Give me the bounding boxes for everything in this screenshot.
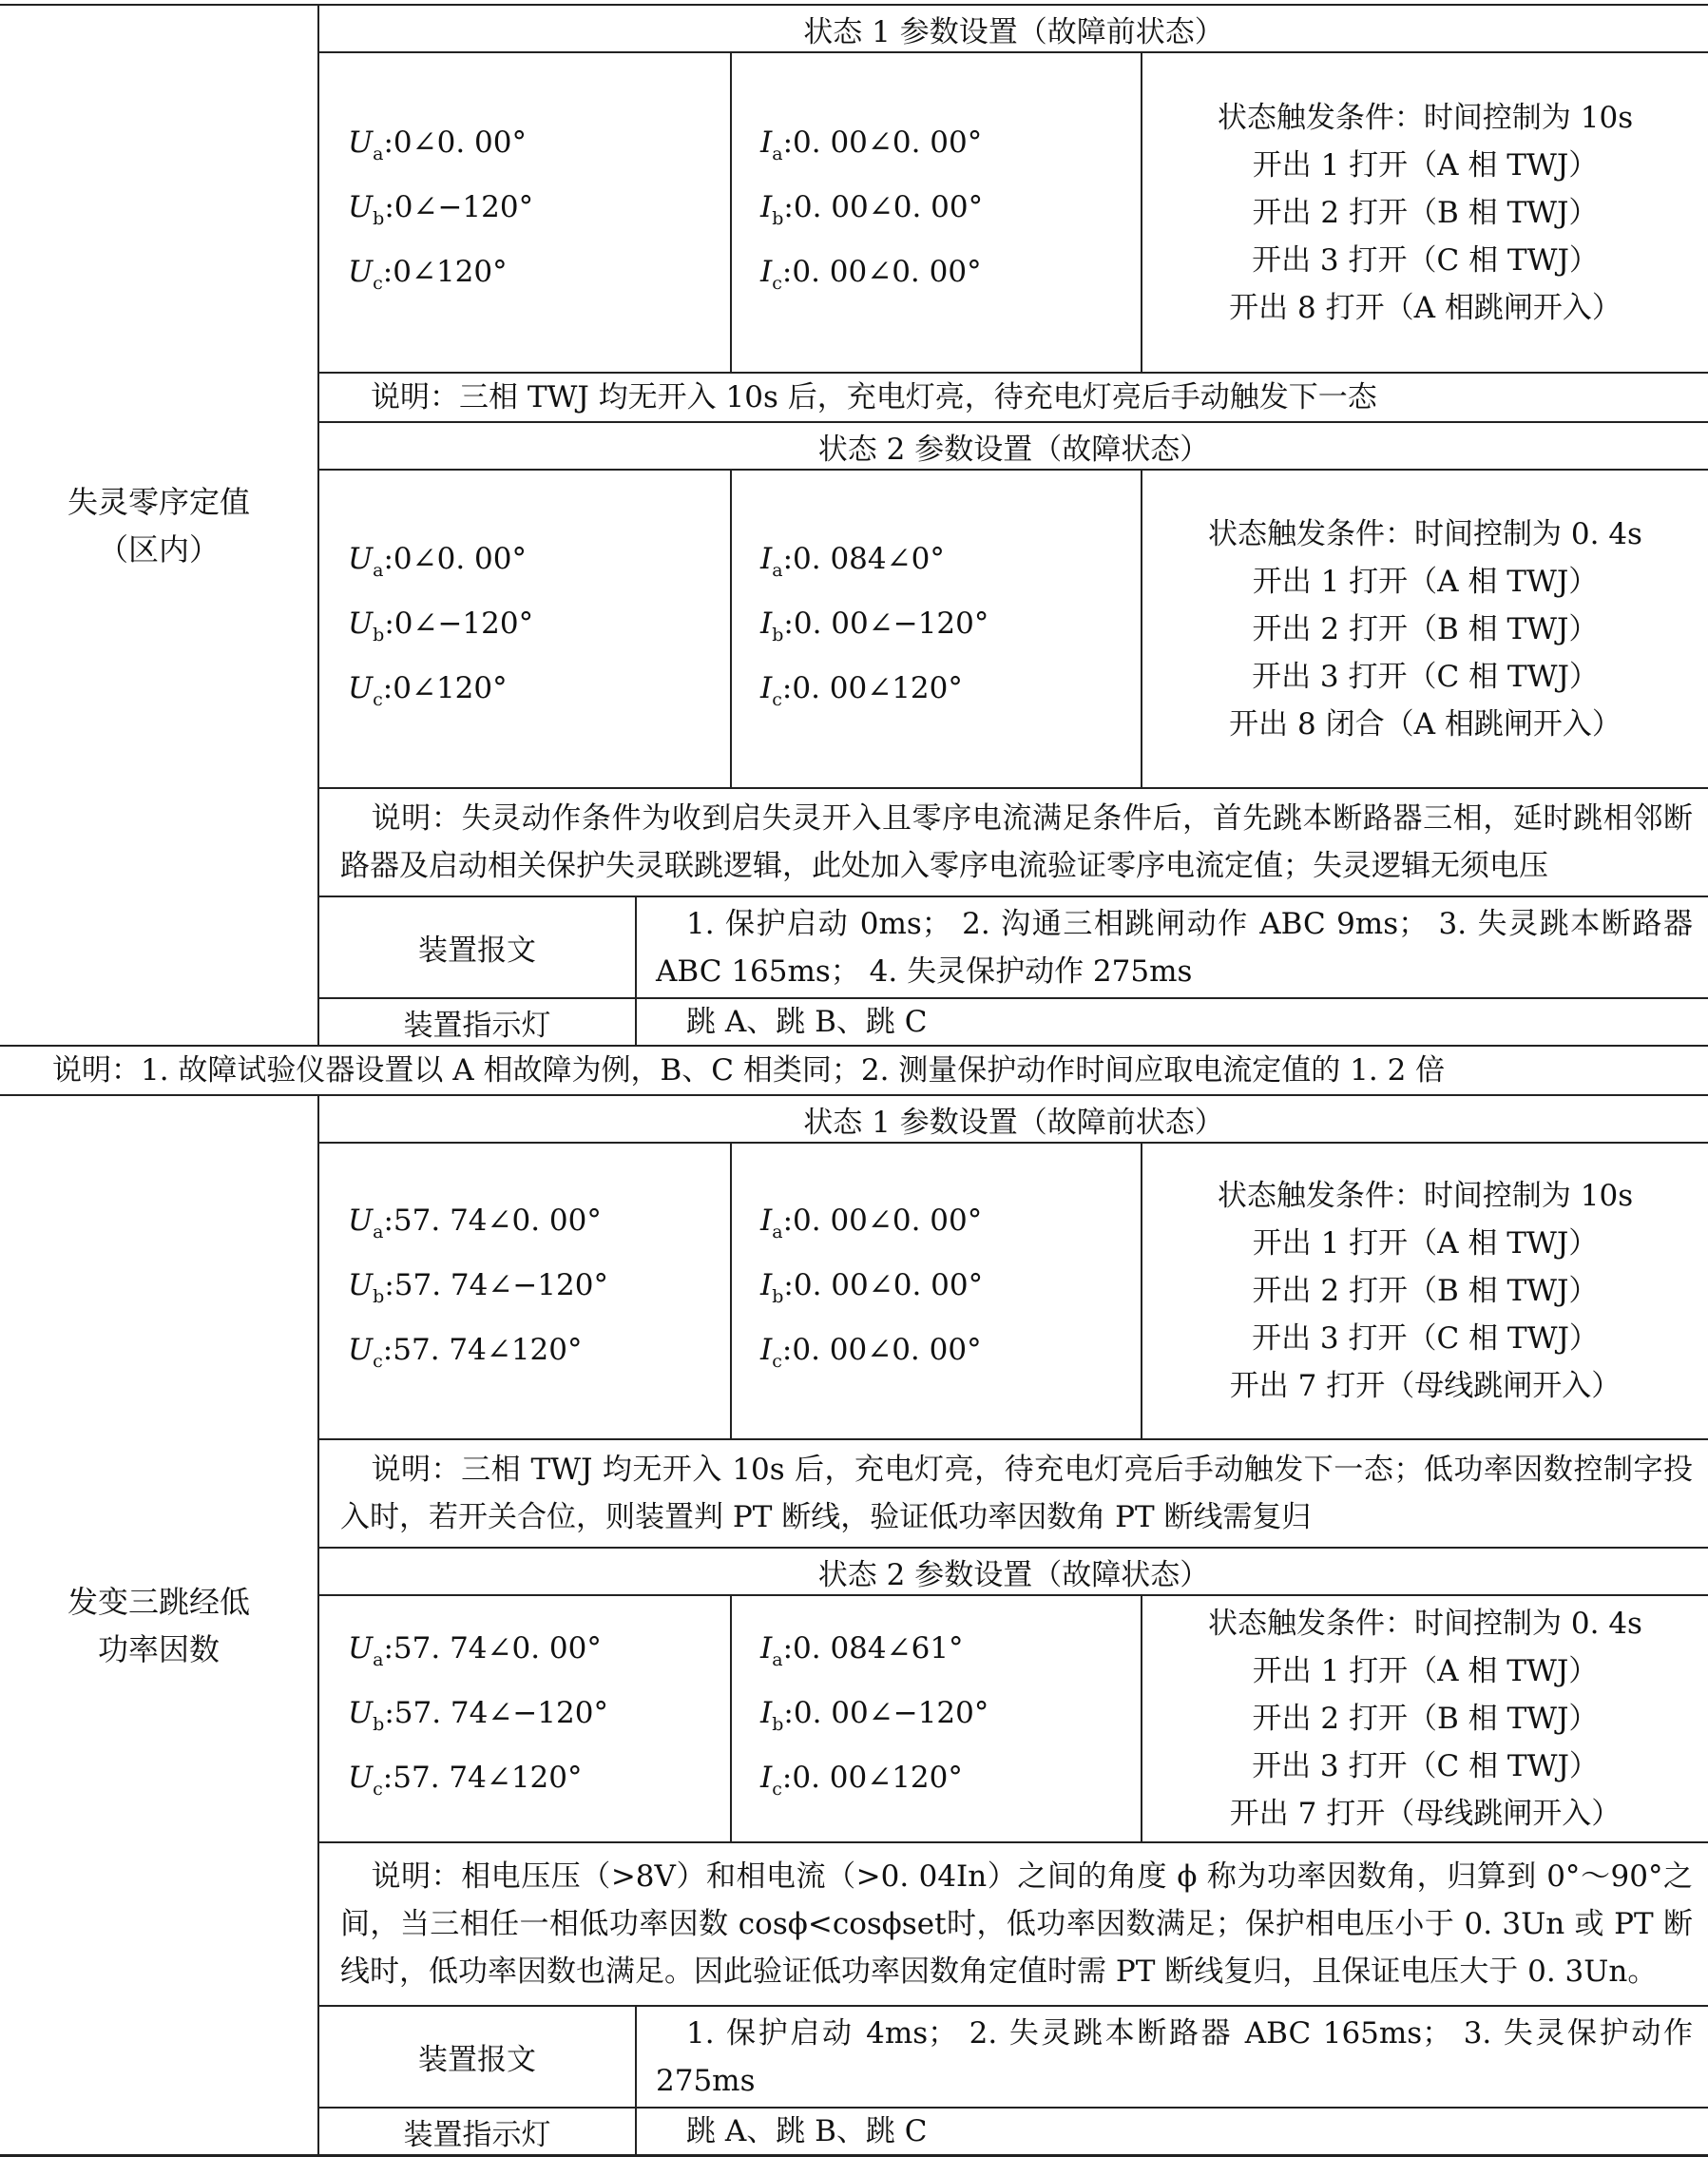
current-c: $I_c:0$. 00∠120° — [760, 670, 963, 710]
device-report-row — [319, 896, 1708, 997]
trigger-line: 状态触发条件：时间控制为 0. 4s — [1208, 516, 1642, 551]
block-rows — [319, 6, 1708, 1045]
voltage-b: $U_b:0\angle-120^\circ$ — [348, 189, 534, 229]
voltage-a: $U_a:0\angle 0$. 00° — [348, 125, 527, 164]
state-1-params — [319, 1142, 1708, 1438]
trigger-line: 开出 2 打开（B 相 TWJ） — [1252, 1702, 1599, 1736]
trigger-line: 开出 8 打开（A 相跳闸开入） — [1229, 290, 1622, 325]
state-1-note: 说明：三相 TWJ 均无开入 10s 后，充电灯亮，待充电灯亮后手动触发下一态 — [371, 380, 1377, 414]
trigger-line: 开出 3 打开（C 相 TWJ） — [1252, 659, 1599, 694]
current-a: $I_a:0$. 00∠0. 00° — [760, 125, 983, 164]
trigger-cell — [1141, 1144, 1708, 1438]
trigger-line: 开出 7 打开（母线跳闸开入） — [1229, 1797, 1622, 1831]
voltage-c: $U_c:57$. 74∠120° — [348, 1333, 583, 1372]
trigger-line: 开出 1 打开（A 相 TWJ） — [1252, 1654, 1599, 1688]
voltage-c: $U_c:57$. 74∠120° — [348, 1761, 583, 1800]
test-block-2 — [0, 1094, 1708, 2157]
trigger-line: 状态触发条件：时间控制为 10s — [1217, 100, 1634, 135]
current-b: $I_b:0$. 00∠−120° — [760, 1696, 989, 1735]
device-lamp-row — [319, 997, 1708, 1045]
voltage-cell — [319, 53, 730, 372]
current-c: $I_c:0$. 00∠0. 00° — [760, 1333, 982, 1372]
voltage-c: $U_c:0\angle 120^\circ$ — [348, 670, 508, 710]
current-c: $I_c:0$. 00∠120° — [760, 1761, 963, 1800]
state-1-note-row — [319, 372, 1708, 421]
trigger-cell — [1141, 1596, 1708, 1841]
state-1-title: 状态 1 参数设置（故障前状态） — [803, 14, 1224, 49]
trigger-line: 状态触发条件：时间控制为 0. 4s — [1208, 1607, 1642, 1641]
state-2-note-row — [319, 1841, 1708, 2005]
device-report: 1. 保护启动 4ms； 2. 失灵跳本断路器 ABC 165ms； 3. 失灵保护动作 275ms — [656, 2015, 1693, 2098]
voltage-a: $U_a:0\angle 0$. 00° — [348, 541, 527, 581]
voltage-cell — [319, 1596, 730, 1841]
general-note: 说明：1. 故障试验仪器设置以 A 相故障为例，B、C 相类同；2. 测量保护动作时间应取电流定值的 1. 2 倍 — [0, 1045, 1708, 1094]
voltage-cell — [319, 471, 730, 787]
state-2-params — [319, 469, 1708, 787]
trigger-cell — [1141, 471, 1708, 787]
trigger-line: 开出 2 打开（B 相 TWJ） — [1252, 195, 1599, 230]
state-2-title: 状态 2 参数设置（故障状态） — [319, 1547, 1708, 1594]
device-report-label: 装置报文 — [319, 2007, 637, 2107]
voltage-b: $U_b:0\angle-120^\circ$ — [348, 606, 534, 645]
state-2-note: 说明：失灵动作条件为收到启失灵开入且零序电流满足条件后，首先跳本断路器三相，延时跳相邻断路器及启动相关保护失灵联跳逻辑，此处加入零序电流验证零序电流定值；失灵逻辑无须电压 — [340, 801, 1693, 883]
trigger-line: 开出 3 打开（C 相 TWJ） — [1252, 1749, 1599, 1783]
trigger-line: 开出 3 打开（C 相 TWJ） — [1252, 1321, 1599, 1356]
current-a: $I_a:0$. 084∠61° — [760, 1631, 964, 1670]
current-b: $I_b:0$. 00∠−120° — [760, 606, 989, 645]
current-cell — [730, 1144, 1141, 1438]
test-table — [0, 4, 1708, 2157]
current-b: $I_b:0$. 00∠0. 00° — [760, 189, 984, 229]
device-lamp: 跳 A、跳 B、跳 C — [686, 2114, 928, 2148]
trigger-cell — [1141, 53, 1708, 372]
current-cell — [730, 1596, 1141, 1841]
current-cell — [730, 471, 1141, 787]
state-2-title: 状态 2 参数设置（故障状态） — [319, 421, 1708, 469]
current-c: $I_c:0$. 00∠0. 00° — [760, 254, 982, 294]
test-block-1 — [0, 4, 1708, 1045]
trigger-line: 开出 2 打开（B 相 TWJ） — [1252, 611, 1599, 646]
state-2-params — [319, 1594, 1708, 1841]
state-1-title: 状态 1 参数设置（故障前状态） — [803, 1105, 1224, 1140]
voltage-b: $U_b:57$. 74∠−120° — [348, 1696, 608, 1735]
device-report: 1. 保护启动 0ms； 2. 沟通三相跳闸动作 ABC 9ms； 3. 失灵跳本断路器 ABC 165ms； 4. 失灵保护动作 275ms — [656, 906, 1693, 989]
trigger-line: 开出 1 打开（A 相 TWJ） — [1252, 147, 1599, 183]
device-report-label: 装置报文 — [319, 897, 637, 997]
block-rows — [319, 1096, 1708, 2154]
trigger-line: 开出 3 打开（C 相 TWJ） — [1252, 242, 1599, 278]
voltage-a: $U_a:57$. 74∠0. 00° — [348, 1204, 602, 1242]
current-a: $I_a:0$. 00∠0. 00° — [760, 1204, 983, 1242]
state-2-note: 说明：相电压压（>8V）和相电流（>0. 04In）之间的角度 ϕ 称为功率因数角，归算到 0°～90°之间，当三相任一相低功率因数 cosϕ<cosϕset时，低功率因数满足；保护相电压小于 0. 3Un 或 PT 断线时，低功率因数也满足。因此验证低功率因数角定值时需 PT 断线复归，且保证电压大于 0. 3Un。 — [340, 1859, 1693, 1989]
state-2-note-row — [319, 787, 1708, 896]
trigger-line: 开出 1 打开（A 相 TWJ） — [1252, 1226, 1599, 1261]
trigger-line: 开出 7 打开（母线跳闸开入） — [1229, 1369, 1622, 1403]
voltage-c: $U_c:0\angle 120^\circ$ — [348, 254, 508, 294]
state-1-note: 说明：三相 TWJ 均无开入 10s 后，充电灯亮，待充电灯亮后手动触发下一态；低功率因数控制字投入时，若开关合位，则装置判 PT 断线，验证低功率因数角 PT 断线需复归 — [340, 1453, 1693, 1534]
current-a: $I_a:0$. 084∠0° — [760, 541, 945, 581]
test-item-label: 发变三跳经低 功率因数 — [0, 1096, 319, 2154]
voltage-b: $U_b:57$. 74∠−120° — [348, 1268, 608, 1307]
trigger-line: 开出 2 打开（B 相 TWJ） — [1252, 1274, 1599, 1308]
device-lamp-label: 装置指示灯 — [319, 2109, 637, 2154]
device-lamp-label: 装置指示灯 — [319, 999, 637, 1045]
current-b: $I_b:0$. 00∠0. 00° — [760, 1268, 984, 1307]
trigger-line: 开出 1 打开（A 相 TWJ） — [1252, 564, 1599, 599]
voltage-a: $U_a:57$. 74∠0. 00° — [348, 1631, 602, 1670]
device-lamp-row — [319, 2107, 1708, 2154]
trigger-line: 开出 8 闭合（A 相跳闸开入） — [1229, 706, 1622, 741]
state-1-params — [319, 51, 1708, 372]
voltage-cell — [319, 1144, 730, 1438]
test-item-label: 失灵零序定值 （区内） — [0, 6, 319, 1045]
device-report-row — [319, 2005, 1708, 2107]
device-lamp: 跳 A、跳 B、跳 C — [686, 1005, 928, 1039]
trigger-line: 状态触发条件：时间控制为 10s — [1217, 1179, 1634, 1213]
state-1-note-row — [319, 1438, 1708, 1547]
current-cell — [730, 53, 1141, 372]
